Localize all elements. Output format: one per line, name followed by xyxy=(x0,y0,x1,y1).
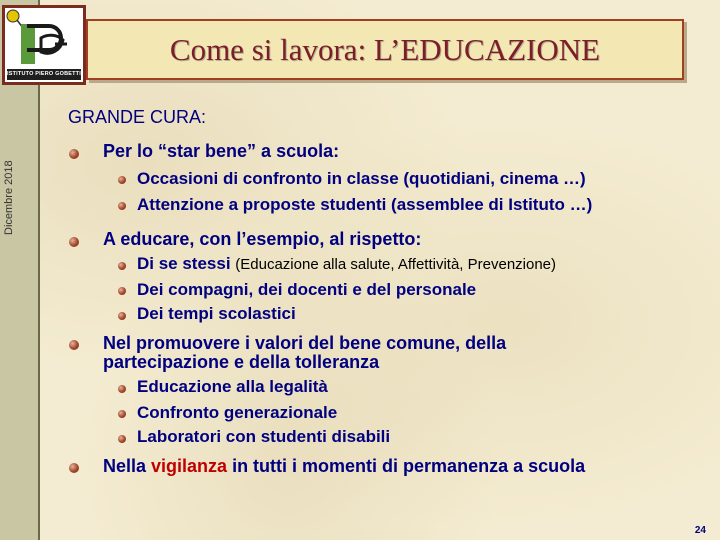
list-item: Per lo “star bene” a scuola: xyxy=(103,141,340,161)
list-subitem: Attenzione a proposte studenti (assemblee di Istituto …) xyxy=(137,195,593,214)
item-text-highlight: vigilanza xyxy=(151,456,228,476)
list-subitem: Dei tempi scolastici xyxy=(137,304,296,323)
sub-bullet-icon xyxy=(118,312,126,320)
item-text-start: Nella xyxy=(103,456,152,476)
subitem-note: (Educazione alla salute, Affettività, Prevenzione) xyxy=(235,256,557,273)
bullet-icon xyxy=(69,237,79,247)
list-subitem: Occasioni di confronto in classe (quotidiani, cinema …) xyxy=(137,169,586,188)
section-heading: GRANDE CURA: xyxy=(68,107,207,127)
sub-bullet-icon xyxy=(118,435,126,443)
page-title: Come si lavora: L’EDUCAZIONE xyxy=(169,31,601,67)
list-subitem: Laboratori con studenti disabili xyxy=(137,427,391,446)
logo-caption: ISTITUTO PIERO GOBETTI xyxy=(7,69,81,80)
page-number: 24 xyxy=(694,525,706,536)
logo-graphic-icon xyxy=(5,8,83,68)
sub-bullet-icon xyxy=(118,385,126,393)
sub-bullet-icon xyxy=(118,287,126,295)
school-logo xyxy=(2,5,86,85)
list-subitem: Dei compagni, dei docenti e del personale xyxy=(137,280,477,299)
sub-bullet-icon xyxy=(118,410,126,418)
list-subitem xyxy=(137,254,556,274)
bullet-icon xyxy=(69,340,79,350)
list-item-continuation: partecipazione e della tolleranza xyxy=(103,352,380,372)
sub-bullet-icon xyxy=(118,262,126,270)
list-item xyxy=(103,456,585,477)
list-item: Nel promuovere i valori del bene comune, della xyxy=(103,333,507,353)
subitem-strong: Di se stessi xyxy=(137,254,236,273)
sub-bullet-icon xyxy=(118,176,126,184)
list-subitem: Educazione alla legalità xyxy=(137,377,328,396)
bullet-icon xyxy=(69,149,79,159)
bullet-icon xyxy=(69,463,79,473)
list-item: A educare, con l’esempio, al rispetto: xyxy=(103,229,422,249)
item-text-end: in tutti i momenti di permanenza a scuola xyxy=(227,456,586,476)
list-subitem: Confronto generazionale xyxy=(137,403,338,422)
sub-bullet-icon xyxy=(118,202,126,210)
title-box xyxy=(86,19,684,80)
